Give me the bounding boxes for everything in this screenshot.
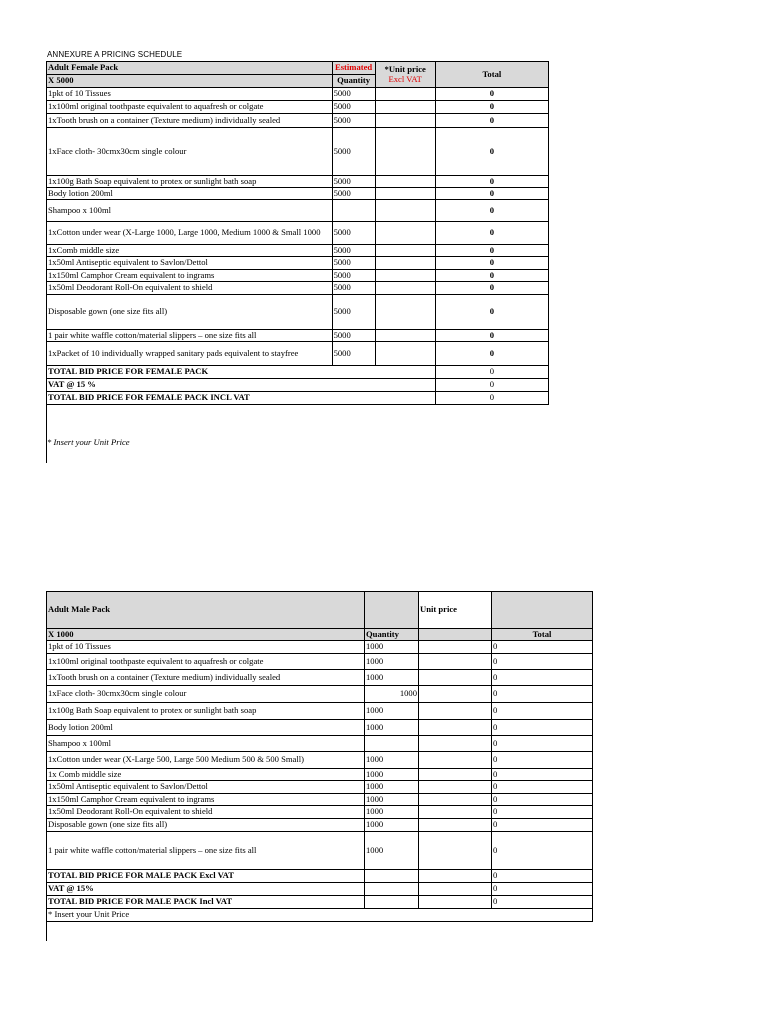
item-description: 1pkt of 10 Tissues: [47, 88, 333, 101]
item-description: 1x50ml Antiseptic equivalent to Savlon/Dettol: [47, 257, 333, 270]
table-row: [47, 88, 549, 101]
table-row: [47, 794, 593, 806]
total-cell: 0: [492, 720, 593, 736]
quantity-header: Quantity: [332, 75, 375, 88]
unit-price-cell: [419, 794, 492, 806]
item-description: Shampoo x 100ml: [47, 736, 365, 752]
quantity-cell: 5000: [332, 342, 375, 366]
male-unit-price-header: Unit price: [419, 592, 492, 629]
summary-label: TOTAL BID PRICE FOR FEMALE PACK INCL VAT: [47, 392, 436, 405]
male-pack-title: Adult Male Pack: [47, 592, 365, 629]
table-row: [47, 176, 549, 188]
item-description: 1x100ml original toothpaste equivalent to aquafresh or colgate: [47, 654, 365, 670]
male-quantity-header: Quantity: [365, 629, 419, 641]
total-cell: 0: [492, 806, 593, 819]
total-cell: 0: [492, 654, 593, 670]
unit-price-header: [375, 62, 435, 88]
total-cell: 0: [435, 330, 548, 342]
male-multiplier: X 1000: [47, 629, 365, 641]
table-row: [47, 806, 593, 819]
table-row: [47, 686, 593, 703]
female-multiplier: X 5000: [47, 75, 333, 88]
unit-price-cell: [419, 703, 492, 720]
summary-row: [47, 366, 549, 379]
total-cell: 0: [435, 270, 548, 282]
table-row: [47, 752, 593, 769]
table-row: [47, 736, 593, 752]
unit-price-cell: [419, 781, 492, 794]
total-cell: 0: [492, 703, 593, 720]
unit-price-cell: [375, 330, 435, 342]
unit-price-cell: [375, 128, 435, 176]
item-description: Body lotion 200ml: [47, 188, 333, 200]
total-cell: 0: [492, 819, 593, 832]
quantity-cell: 1000: [365, 641, 419, 654]
total-cell: 0: [435, 295, 548, 330]
table-row: [47, 641, 593, 654]
item-description: 1xTooth brush on a container (Texture medium) individually sealed: [47, 114, 333, 128]
unit-price-cell: [375, 88, 435, 101]
quantity-cell: 1000: [365, 806, 419, 819]
quantity-cell: 5000: [332, 257, 375, 270]
table-row: [47, 670, 593, 686]
unit-price-cell: [419, 720, 492, 736]
total-header: Total: [435, 62, 548, 88]
page-heading: ANNEXURE A PRICING SCHEDULE: [47, 50, 183, 59]
unit-price-cell: [375, 188, 435, 200]
quantity-cell: 5000: [332, 330, 375, 342]
table-row: [47, 200, 549, 222]
male-note: * Insert your Unit Price: [47, 909, 593, 922]
summary-value: 0: [435, 392, 548, 405]
total-cell: 0: [435, 188, 548, 200]
blank-header: [492, 592, 593, 629]
table-row: [47, 114, 549, 128]
total-cell: 0: [492, 832, 593, 870]
quantity-cell: 1000: [365, 654, 419, 670]
summary-label: VAT @ 15%: [47, 883, 365, 896]
estimated-header: Estimated: [332, 62, 375, 75]
table-row: [47, 188, 549, 200]
total-cell: 0: [435, 245, 548, 257]
unit-price-cell: [419, 686, 492, 703]
quantity-cell: 1000: [365, 769, 419, 781]
total-cell: 0: [492, 736, 593, 752]
summary-blank: [419, 870, 492, 883]
unit-price-cell: [419, 806, 492, 819]
total-cell: 0: [492, 686, 593, 703]
unit-price-cell: [419, 832, 492, 870]
quantity-cell: 1000: [365, 670, 419, 686]
item-description: 1xComb middle size: [47, 245, 333, 257]
unit-price-cell: [375, 222, 435, 245]
quantity-cell: 1000: [365, 794, 419, 806]
summary-row: [47, 379, 549, 392]
summary-label: TOTAL BID PRICE FOR MALE PACK Incl VAT: [47, 896, 365, 909]
table-row: [47, 282, 549, 295]
total-cell: 0: [492, 781, 593, 794]
unit-price-cell: [375, 282, 435, 295]
table-row: [47, 720, 593, 736]
quantity-cell: 1000: [365, 686, 419, 703]
quantity-cell: [332, 200, 375, 222]
quantity-cell: 5000: [332, 270, 375, 282]
unit-price-cell: [375, 245, 435, 257]
quantity-cell: 5000: [332, 101, 375, 114]
total-cell: 0: [492, 794, 593, 806]
total-cell: 0: [492, 670, 593, 686]
total-cell: 0: [435, 176, 548, 188]
item-description: 1x150ml Camphor Cream equivalent to ingrams: [47, 270, 333, 282]
total-cell: 0: [435, 128, 548, 176]
table-row: [47, 654, 593, 670]
table-row: [47, 781, 593, 794]
quantity-cell: 1000: [365, 703, 419, 720]
item-description: 1xPacket of 10 individually wrapped sanitary pads equivalent to stayfree: [47, 342, 333, 366]
quantity-cell: 5000: [332, 114, 375, 128]
female-note: * Insert your Unit Price: [47, 437, 130, 447]
table-row: [47, 245, 549, 257]
quantity-cell: 1000: [365, 720, 419, 736]
total-cell: 0: [435, 257, 548, 270]
item-description: 1xFace cloth- 30cmx30cm single colour: [47, 686, 365, 703]
total-cell: 0: [435, 200, 548, 222]
table-row: [47, 769, 593, 781]
unit-price-label: *Unit price: [384, 63, 426, 74]
table-row: [47, 703, 593, 720]
summary-row: [47, 896, 593, 909]
quantity-cell: 5000: [332, 222, 375, 245]
total-cell: 0: [435, 342, 548, 366]
unit-price-cell: [419, 654, 492, 670]
item-description: 1x100g Bath Soap equivalent to protex or sunlight bath soap: [47, 703, 365, 720]
unit-price-cell: [375, 270, 435, 282]
table-row: [47, 128, 549, 176]
unit-price-cell: [375, 176, 435, 188]
item-description: 1xTooth brush on a container (Texture medium) individually sealed: [47, 670, 365, 686]
summary-blank: [365, 883, 419, 896]
item-description: Disposable gown (one size fits all): [47, 819, 365, 832]
unit-price-cell: [375, 200, 435, 222]
female-pack-title: Adult Female Pack: [47, 62, 333, 75]
quantity-cell: 1000: [365, 752, 419, 769]
summary-value: 0: [435, 379, 548, 392]
item-description: 1x Comb middle size: [47, 769, 365, 781]
item-description: 1x150ml Camphor Cream equivalent to ingrams: [47, 794, 365, 806]
summary-row: [47, 392, 549, 405]
total-cell: 0: [435, 101, 548, 114]
total-cell: 0: [492, 752, 593, 769]
item-description: 1 pair white waffle cotton/material slippers – one size fits all: [47, 832, 365, 870]
summary-row: [47, 883, 593, 896]
item-description: Shampoo x 100ml: [47, 200, 333, 222]
item-description: 1 pair white waffle cotton/material slippers – one size fits all: [47, 330, 333, 342]
summary-blank: [365, 870, 419, 883]
female-pack-table: [46, 61, 549, 405]
unit-price-cell: [375, 114, 435, 128]
quantity-cell: 1000: [365, 819, 419, 832]
summary-label: VAT @ 15 %: [47, 379, 436, 392]
item-description: 1xFace cloth- 30cmx30cm single colour: [47, 128, 333, 176]
table-row: [47, 257, 549, 270]
male-total-header: Total: [492, 629, 593, 641]
quantity-cell: 5000: [332, 128, 375, 176]
unit-price-cell: [419, 670, 492, 686]
total-cell: 0: [492, 769, 593, 781]
quantity-cell: 5000: [332, 295, 375, 330]
table-row: [47, 270, 549, 282]
table-row: [47, 222, 549, 245]
table-row: [47, 330, 549, 342]
total-cell: 0: [435, 114, 548, 128]
item-description: 1pkt of 10 Tissues: [47, 641, 365, 654]
unit-price-cell: [375, 295, 435, 330]
unit-price-cell: [419, 752, 492, 769]
table-row: [47, 819, 593, 832]
item-description: 1xCotton under wear (X-Large 1000, Large 1000, Medium 1000 & Small 1000: [47, 222, 333, 245]
item-description: 1xCotton under wear (X-Large 500, Large 500 Medium 500 & 500 Small): [47, 752, 365, 769]
excl-vat-label: Excl VAT: [388, 73, 422, 84]
blank-header: [365, 592, 419, 629]
summary-row: [47, 870, 593, 883]
quantity-cell: [365, 736, 419, 752]
total-cell: 0: [435, 88, 548, 101]
total-cell: 0: [492, 641, 593, 654]
table-row: [47, 295, 549, 330]
item-description: 1x50ml Deodorant Roll-On equivalent to shield: [47, 806, 365, 819]
quantity-cell: 5000: [332, 282, 375, 295]
item-description: Body lotion 200ml: [47, 720, 365, 736]
quantity-cell: 5000: [332, 176, 375, 188]
item-description: 1x100g Bath Soap equivalent to protex or sunlight bath soap: [47, 176, 333, 188]
unit-price-cell: [375, 342, 435, 366]
summary-blank: [365, 896, 419, 909]
unit-price-cell: [419, 641, 492, 654]
unit-price-cell: [375, 257, 435, 270]
unit-price-cell: [419, 819, 492, 832]
summary-value: 0: [492, 870, 593, 883]
summary-label: TOTAL BID PRICE FOR MALE PACK Excl VAT: [47, 870, 365, 883]
summary-value: 0: [435, 366, 548, 379]
quantity-cell: 5000: [332, 88, 375, 101]
item-description: 1x50ml Deodorant Roll-On equivalent to shield: [47, 282, 333, 295]
quantity-cell: 5000: [332, 245, 375, 257]
blank-header: [419, 629, 492, 641]
unit-price-cell: [419, 769, 492, 781]
quantity-cell: 5000: [332, 188, 375, 200]
summary-label: TOTAL BID PRICE FOR FEMALE PACK: [47, 366, 436, 379]
item-description: Disposable gown (one size fits all): [47, 295, 333, 330]
total-cell: 0: [435, 222, 548, 245]
unit-price-cell: [375, 101, 435, 114]
table-row: [47, 342, 549, 366]
table-row: [47, 101, 549, 114]
table-row: [47, 832, 593, 870]
unit-price-cell: [419, 736, 492, 752]
summary-value: 0: [492, 896, 593, 909]
summary-blank: [419, 896, 492, 909]
total-cell: 0: [435, 282, 548, 295]
item-description: 1x50ml Antiseptic equivalent to Savlon/Dettol: [47, 781, 365, 794]
item-description: 1x100ml original toothpaste equivalent to aquafresh or colgate: [47, 101, 333, 114]
summary-value: 0: [492, 883, 593, 896]
summary-blank: [419, 883, 492, 896]
male-pack-table: [46, 591, 593, 922]
quantity-cell: 1000: [365, 781, 419, 794]
quantity-cell: 1000: [365, 832, 419, 870]
